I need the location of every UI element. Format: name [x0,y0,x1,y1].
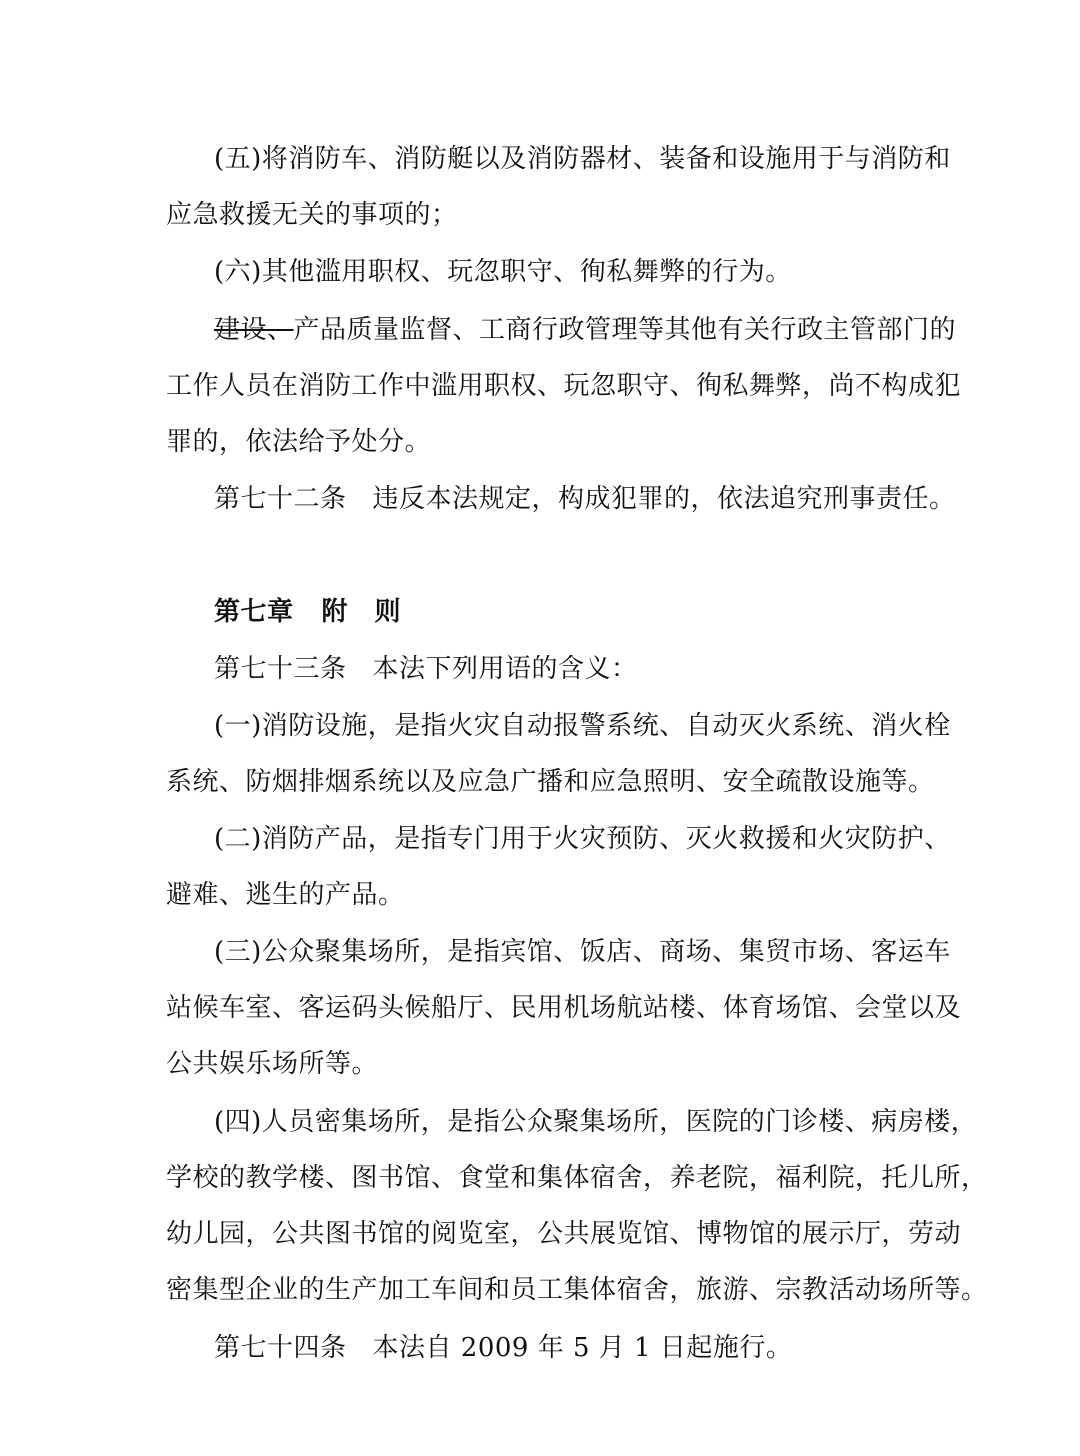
item-3-line-3: 公共娱乐场所等。 [166,1049,379,1079]
article-72-text: 违反本法规定，构成犯罪的，依法追究刑事责任。 [372,484,956,514]
article-72-label: 第七十二条 [214,484,347,514]
article-72 [214,482,956,516]
item-2-line-1: (二)消防产品，是指专门用于火灾预防、灭火救援和火灾防护、 [214,824,951,854]
chapter-number: 第七章 [214,597,294,627]
article-73 [214,652,638,686]
paragraph-line-3: 罪的，依法给予处分。 [166,427,432,457]
item-3-line-2: 站候车室、客运码头候船厅、民用机场航站楼、体育场馆、会堂以及 [166,993,962,1023]
item-5-line-2: 应急救援无关的事项的； [166,200,458,230]
item-4-line-2: 学校的教学楼、图书馆、食堂和集体宿舍，养老院，福利院，托儿所， [166,1163,988,1193]
chapter-heading [214,595,401,629]
item-6-line: (六)其他滥用职权、玩忽职守、徇私舞弊的行为。 [214,257,792,287]
chapter-title: 附 则 [321,597,402,627]
item-1-line-1: (一)消防设施，是指火灾自动报警系统、自动灭火系统、消火栓 [214,711,951,741]
article-73-text: 本法下列用语的含义： [372,654,638,684]
item-5-line-1: (五)将消防车、消防艇以及消防器材、装备和设施用于与消防和 [214,144,951,174]
article-74-text: 本法自 2009 年 5 月 1 日起施行。 [372,1333,793,1363]
item-4-line-4: 密集型企业的生产加工车间和员工集体宿舍，旅游、宗教活动场所等。 [166,1275,988,1305]
article-74 [214,1331,792,1365]
paragraph-line-2: 工作人员在消防工作中滥用职权、玩忽职守、徇私舞弊，尚不构成犯 [166,371,962,401]
item-4-line-1: (四)人员密集场所，是指公众聚集场所，医院的门诊楼、病房楼， [214,1107,978,1137]
item-2-line-2: 避难、逃生的产品。 [166,880,405,910]
paragraph-line-1 [214,313,956,347]
struck-text: 建设、 [214,315,294,345]
article-74-label: 第七十四条 [214,1333,347,1363]
item-4-line-3: 幼儿园，公共图书馆的阅览室，公共展览馆、博物馆的展示厅，劳动 [166,1219,962,1249]
item-3-line-1: (三)公众聚集场所，是指宾馆、饭店、商场、集贸市场、客运车 [214,937,951,967]
item-1-line-2: 系统、防烟排烟系统以及应急广播和应急照明、安全疏散设施等。 [166,767,935,797]
paragraph-line-1-text: 产品质量监督、工商行政管理等其他有关行政主管部门的 [293,315,957,345]
article-73-label: 第七十三条 [214,654,347,684]
